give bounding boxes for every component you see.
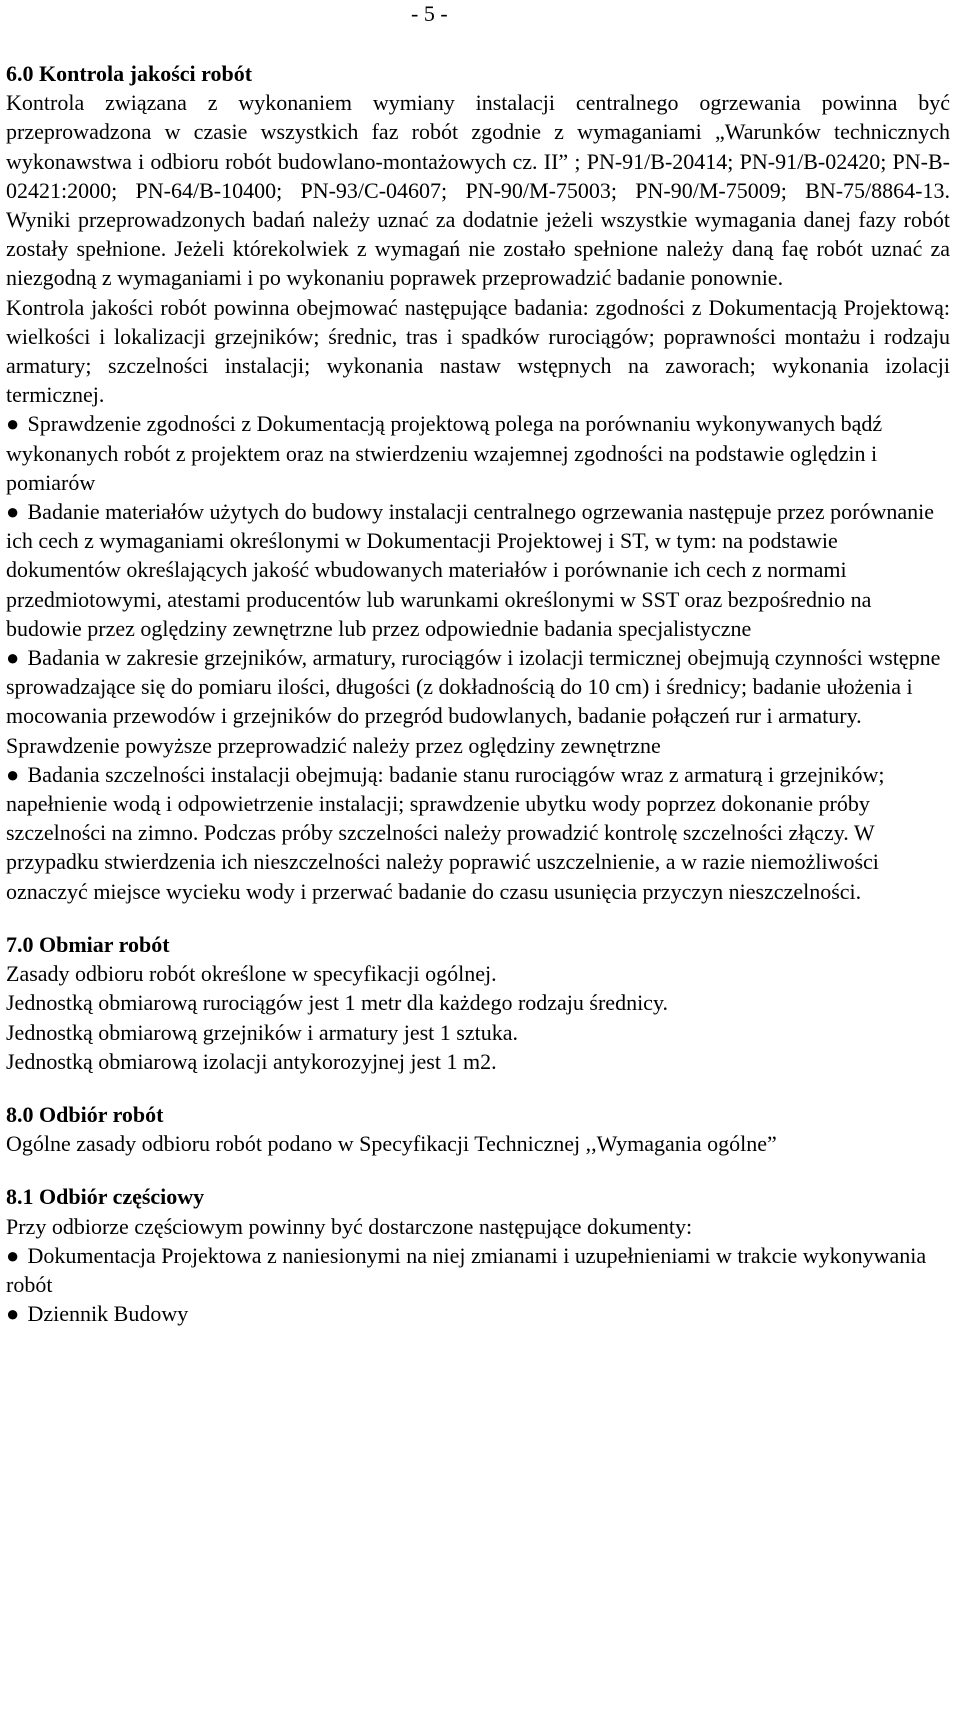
bullet-text: Sprawdzenie zgodności z Dokumentacją projektową polega na porównaniu wykonywanych bądź wykonanych robót z projektem oraz na stwierdzeniu wzajemnej zgodności na podstawie oględzin i pomiarów	[6, 411, 883, 495]
section-8-heading: 8.0 Odbiór robót	[6, 1101, 164, 1127]
bullet-icon: ●	[6, 1301, 20, 1327]
bullet-item	[6, 497, 950, 643]
section-7-heading: 7.0 Obmiar robót	[6, 931, 170, 957]
section-8-paragraph: Ogólne zasady odbioru robót podano w Specyfikacji Technicznej ,,Wymagania ogólne”	[6, 1131, 777, 1157]
section-7-line: Jednostką obmiarową grzejników i armatury jest 1 sztuka.	[6, 1019, 518, 1045]
section-6-paragraph-2: Kontrola jakości robót powinna obejmować następujące badania: zgodności z Dokumentacją Projektową: wielkości i lokalizacji grzejników; średnic, tras i spadków rurociągów; poprawności montażu i rodzaju armatury; szczelności instalacji; wykonania nastaw wstępnych na zaworach; wykonania izolacji termicznej.	[6, 294, 950, 408]
section-7-line: Zasady odbioru robót określone w specyfikacji ogólnej.	[6, 961, 497, 987]
bullet-text: Badania w zakresie grzejników, armatury, rurociągów i izolacji termicznej obejmują czynności wstępne sprowadzające się do pomiaru ilości, długości (z dokładnością do 10 cm) i średnicy; badanie ułożenia i mocowania przewodów i grzejników do przegród budowlanych, badanie połączeń rur i armatury. Sprawdzenie powyższe przeprowadzić należy przez oględziny zewnętrzne	[6, 645, 941, 758]
bullet-item	[6, 1299, 950, 1328]
section-6-heading: 6.0 Kontrola jakości robót	[6, 61, 253, 86]
bullet-text: Dziennik Budowy	[27, 1301, 189, 1327]
bullet-icon: ●	[6, 645, 20, 671]
section-7-line: Jednostką obmiarową rurociągów jest 1 metr dla każdego rodzaju średnicy.	[6, 990, 669, 1016]
bullet-text: Badania szczelności instalacji obejmują: badanie stanu rurociągów wraz z armaturą i grzejników; napełnienie wodą i odpowietrzenie instalacji; sprawdzenie ubytku wody poprzez dokonanie próby szczelności na zimno. Podczas próby szczelności należy prowadzić kontrolę szczelności złączy. W przypadku stwierdzenia ich nieszczelności należy poprawić uszczelnienie, a w razie niemożliwości oznaczyć miejsce wycieku wody i przerwać badanie do czasu usunięcia przyczyn nieszczelności.	[6, 761, 885, 904]
bullet-item	[6, 1241, 950, 1299]
section-8-1-heading: 8.1 Odbiór częściowy	[6, 1184, 205, 1210]
bullet-icon: ●	[6, 411, 20, 437]
section-7-line: Jednostką obmiarową izolacji antykorozyjnej jest 1 m2.	[6, 1048, 497, 1074]
section-8-1-intro: Przy odbiorze częściowym powinny być dostarczone następujące dokumenty:	[6, 1213, 693, 1239]
bullet-item	[6, 760, 950, 906]
bullet-text: Dokumentacja Projektowa z naniesionymi na niej zmianami i uzupełnieniami w trakcie wykonywania robót	[6, 1242, 927, 1297]
page-number: - 5 -	[411, 1, 448, 26]
bullet-item	[6, 409, 950, 497]
bullet-item	[6, 643, 950, 760]
bullet-text: Badanie materiałów użytych do budowy instalacji centralnego ogrzewania następuje przez porównanie ich cech z wymaganiami określonymi w Dokumentacji Projektowej i ST, w tym: na podstawie dokumentów określających jakość wbudowanych materiałów i porównanie ich cech z normami przedmiotowymi, atestami producentów lub warunkami określonymi w SST oraz bezpośrednio na budowie przez oględziny zewnętrzne lub przez odpowiednie badania specjalistyczne	[6, 499, 935, 641]
section-6-paragraph-1: Kontrola związana z wykonaniem wymiany instalacji centralnego ogrzewania powinna być przeprowadzona w czasie wszystkich faz robót zgodnie z wymaganiami „Warunków technicznych wykonawstwa i odbioru robót budowlano-montażowych cz. II” ; PN-91/B-20414; PN-91/B-02420; PN-B-02421:2000; PN-64/B-10400; PN-93/C-04607; PN-90/M-75003; PN-90/M-75009; BN-75/8864-13. Wyniki przeprowadzonych badań należy uznać za dodatnie jeżeli wszystkie wymagania danej fazy robót zostały spełnione. Jeżeli którekolwiek z wymagań nie zostało spełnione należy daną faę robót uznać za niezgodną z wymaganiami i po wykonaniu poprawek przeprowadzić badanie ponownie.	[6, 90, 950, 291]
document-body	[6, 59, 950, 1328]
bullet-icon: ●	[6, 1242, 20, 1268]
bullet-icon: ●	[6, 761, 20, 787]
bullet-icon: ●	[6, 499, 20, 525]
